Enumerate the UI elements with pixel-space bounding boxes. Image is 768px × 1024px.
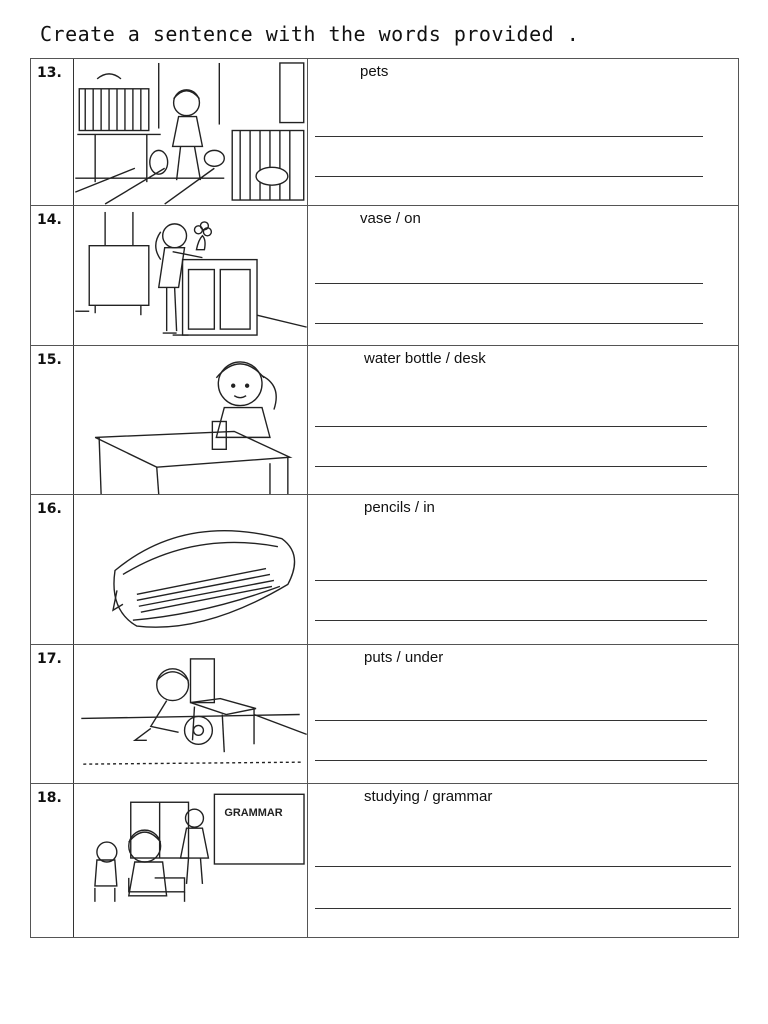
question-prompt: water bottle / desk — [364, 350, 486, 367]
answer-line[interactable] — [315, 620, 707, 621]
answer-line[interactable] — [315, 426, 707, 427]
illustration-pets — [75, 59, 308, 205]
answer-line[interactable] — [315, 323, 703, 324]
question-prompt: pencils / in — [364, 499, 435, 516]
answer-line[interactable] — [315, 176, 703, 177]
board-word: GRAMMAR — [224, 807, 283, 820]
worksheet-instruction: Create a sentence with the words provided . — [40, 22, 580, 46]
illustration-pencil-case — [75, 495, 308, 644]
illustration-studying-grammar — [75, 784, 308, 937]
question-row — [31, 495, 738, 645]
answer-line[interactable] — [315, 136, 703, 137]
question-number: 18. — [31, 784, 74, 937]
illustration-puts-under — [75, 645, 308, 783]
answer-line[interactable] — [315, 866, 731, 867]
answer-line[interactable] — [315, 760, 707, 761]
answer-line[interactable] — [315, 580, 707, 581]
illustration-vase — [75, 206, 308, 345]
question-prompt: pets — [360, 63, 389, 80]
question-number: 16. — [31, 495, 74, 644]
question-number: 14. — [31, 206, 74, 345]
answer-line[interactable] — [315, 908, 731, 909]
question-row — [31, 59, 738, 206]
question-row — [31, 346, 738, 495]
question-number: 15. — [31, 346, 74, 494]
question-number: 13. — [31, 59, 74, 205]
question-number: 17. — [31, 645, 74, 783]
question-prompt: vase / on — [360, 210, 421, 227]
question-prompt: puts / under — [364, 649, 444, 666]
question-table — [30, 58, 739, 938]
illustration-water-bottle — [75, 346, 308, 494]
answer-line[interactable] — [315, 720, 707, 721]
question-row — [31, 645, 738, 784]
answer-line[interactable] — [315, 283, 703, 284]
question-prompt: studying / grammar — [364, 788, 493, 805]
question-row — [31, 206, 738, 346]
question-row — [31, 784, 738, 937]
answer-line[interactable] — [315, 466, 707, 467]
